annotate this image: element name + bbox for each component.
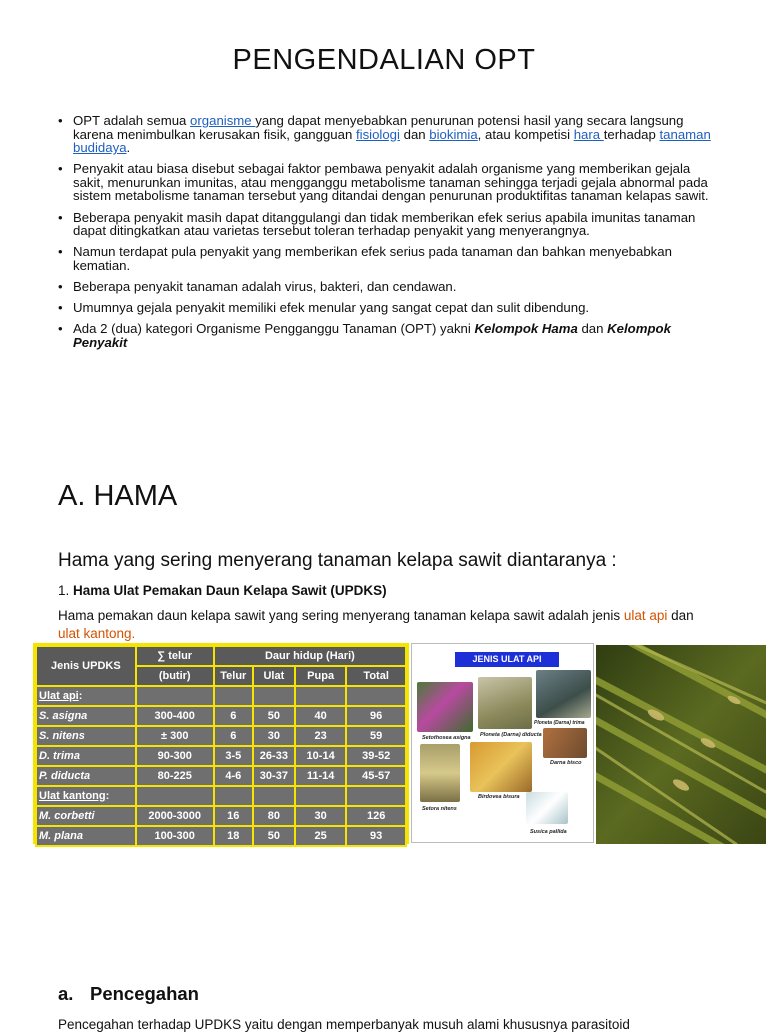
bullet-text: terhadap: [603, 126, 660, 142]
header-jenis-updks: Jenis UPDKS: [36, 646, 136, 686]
subsection-label: a.: [58, 983, 74, 1004]
table-cell: 30: [253, 726, 295, 746]
table-cell: 59: [346, 726, 406, 746]
table-row: [36, 826, 406, 846]
table-row: [36, 726, 406, 746]
caption-darna-bisco: Darna bisco: [550, 760, 582, 766]
caption-susica-pallida: Susica pallida: [530, 829, 567, 835]
table-cell: 10-14: [295, 746, 346, 766]
table-cell: 23: [295, 726, 346, 746]
link-organisme[interactable]: organisme: [190, 113, 256, 128]
species-name: M. corbetti: [36, 806, 136, 826]
table-cell: 80: [253, 806, 295, 826]
figure-title: JENIS ULAT API: [455, 652, 559, 667]
table-cell: 6: [214, 706, 253, 726]
table-cell: [214, 786, 253, 806]
bullet-gejala-menular: • Umumnya gejala penyakit memiliki efek menular yang sangat cepat dan sulit dibendung.: [56, 301, 716, 315]
group-label-text: Ulat api: [39, 690, 79, 702]
table-group-row: [36, 786, 406, 806]
table-cell: [214, 686, 253, 706]
table-cell: [253, 786, 295, 806]
table-cell: [253, 686, 295, 706]
table-cell: 300-400: [136, 706, 214, 726]
group-label-text: Ulat kantong: [39, 790, 106, 802]
emphasis-kelompok-penyakit: Kelompok Penyakit: [73, 321, 671, 350]
link-hara[interactable]: hara: [573, 126, 604, 142]
table-cell: 39-52: [346, 746, 406, 766]
species-name: D. trima: [36, 746, 136, 766]
link-fisiologi[interactable]: fisiologi: [355, 126, 400, 142]
table-cell: 126: [346, 806, 406, 826]
table-cell: 6: [214, 726, 253, 746]
updks-table-frame: [33, 643, 409, 844]
table-group-row: [36, 686, 406, 706]
table-cell: 11-14: [295, 766, 346, 786]
caterpillar-photo: [536, 670, 591, 718]
bullet-kategori-opt: [56, 322, 716, 349]
table-cell: 45-57: [346, 766, 406, 786]
link-tanaman-budidaya[interactable]: tanaman budidaya: [73, 126, 711, 156]
para-text: dan: [667, 608, 694, 623]
caterpillar-photo: [417, 682, 473, 732]
table-cell: 18: [214, 826, 253, 846]
bullet-text: yang dapat menyebabkan penurunan potensi hasil yang secara langsung karena menimbulkan kerusakan fisik, gangguan: [73, 113, 684, 142]
table-cell: 2000-3000: [136, 806, 214, 826]
table-cell: ± 300: [136, 726, 214, 746]
section-subheading: Hama yang sering menyerang tanaman kelapa sawit diantaranya :: [58, 550, 617, 571]
subsection-title: Pencegahan: [90, 983, 199, 1004]
intro-bullet-list: [56, 114, 716, 357]
pencegahan-paragraph: Pencegahan terhadap UPDKS yaitu dengan memperbanyak musuh alami khususnya parasitoid: [58, 1017, 630, 1032]
table-cell: [346, 686, 406, 706]
section-heading-hama: A. HAMA: [58, 480, 178, 512]
bullet-text: dan: [577, 321, 608, 337]
header-telur: Telur: [214, 666, 253, 686]
header-ulat: Ulat: [253, 666, 295, 686]
table-cell: 30-37: [253, 766, 295, 786]
caption-setora-nitens: Setora nitens: [422, 806, 457, 812]
item-title-updks: [58, 583, 387, 598]
table-row: [36, 766, 406, 786]
bullet-penyakit-imunitas: • Beberapa penyakit masih dapat ditanggulangi dan tidak memberikan efek serius apabila imunitas tanaman dapat ditingkatkan atau varietas tersebut toleran terhadap penyakit yang menyerangnya.: [56, 211, 716, 238]
link-biokimia[interactable]: biokimia: [429, 126, 478, 142]
caterpillar-photo: [470, 742, 532, 792]
table-cell: 50: [253, 706, 295, 726]
item-number: 1.: [58, 583, 70, 598]
bullet-efek-serius: • Namun terdapat pula penyakit yang memberikan efek serius pada tanaman dan bahkan menyebabkan kematian.: [56, 245, 716, 272]
table-cell: [346, 786, 406, 806]
group-label-ulat-api: [36, 686, 136, 706]
table-cell: [136, 786, 214, 806]
species-name: P. diducta: [36, 766, 136, 786]
table-cell: 93: [346, 826, 406, 846]
table-cell: [136, 686, 214, 706]
emphasis-kelompok-hama: Kelompok Hama: [474, 321, 578, 337]
table-row: [36, 746, 406, 766]
table-cell: [295, 786, 346, 806]
caterpillar-photo: [478, 677, 532, 729]
updks-description: [58, 607, 708, 643]
page-title: PENGENDALIAN OPT: [232, 44, 536, 76]
caption-ploneta-trima: Ploneta (Darna) trima: [534, 720, 585, 726]
bullet-opt-definition: [56, 114, 716, 155]
updks-table: [35, 645, 407, 847]
group-label-suffix: :: [78, 690, 83, 702]
highlight-ulat-kantong: ulat kantong.: [58, 626, 136, 641]
caterpillar-photo: [543, 728, 587, 758]
table-row: [36, 706, 406, 726]
table-cell: 3-5: [214, 746, 253, 766]
species-name: M. plana: [36, 826, 136, 846]
table-cell: 4-6: [214, 766, 253, 786]
table-cell: 100-300: [136, 826, 214, 846]
table-cell: 25: [295, 826, 346, 846]
item-title-text: Hama Ulat Pemakan Daun Kelapa Sawit (UPDKS): [73, 583, 387, 598]
bullet-text: , atau kompetisi: [477, 126, 574, 142]
header-total: Total: [346, 666, 406, 686]
caterpillar-photo: [526, 792, 568, 824]
caption-ploneta-diducta: Ploneta (Darna) diducta: [480, 732, 542, 738]
leaf-photo-illustration: [596, 645, 766, 844]
table-cell: 50: [253, 826, 295, 846]
species-name: S. asigna: [36, 706, 136, 726]
subsection-pencegahan: [58, 983, 199, 1005]
header-daur-hidup: Daur hidup (Hari): [214, 646, 406, 666]
group-label-suffix: :: [105, 790, 110, 802]
table-header-row: [36, 646, 406, 666]
caption-setothosea-asigna: Setothosea asigna: [422, 735, 471, 741]
bullet-jenis-penyakit: • Beberapa penyakit tanaman adalah virus, bakteri, dan cendawan.: [56, 280, 716, 294]
bullet-text: dan: [399, 126, 430, 142]
caterpillar-species-figure: [411, 643, 594, 843]
header-pupa: Pupa: [295, 666, 346, 686]
oil-palm-leaf-photo: [596, 645, 766, 844]
header-sum-telur: ∑ telur: [136, 646, 214, 666]
group-label-ulat-kantong: [36, 786, 136, 806]
caterpillar-photo: [420, 744, 460, 802]
table-row: [36, 806, 406, 826]
bullet-text: .: [126, 140, 131, 156]
highlight-ulat-api: ulat api: [623, 608, 668, 623]
table-cell: 90-300: [136, 746, 214, 766]
caption-birdovea-bisura: Birdovea bisura: [478, 794, 520, 800]
table-cell: 30: [295, 806, 346, 826]
table-cell: 96: [346, 706, 406, 726]
table-cell: [295, 686, 346, 706]
table-cell: 80-225: [136, 766, 214, 786]
table-cell: 26-33: [253, 746, 295, 766]
table-cell: 16: [214, 806, 253, 826]
species-name: S. nitens: [36, 726, 136, 746]
bullet-penyakit-definition: • Penyakit atau biasa disebut sebagai faktor pembawa penyakit adalah organisme yang memberikan gejala sakit, menurunkan imunitas, atau mengganggu metabolisme tanaman sehingga terjadi gejala abnormal pada sistem metabolisme tanaman tersebut yang ditandai dengan penurunan produktifitas tanaman kelapas sawit.: [56, 162, 716, 203]
bullet-text: OPT adalah semua: [73, 113, 191, 128]
header-butir: (butir): [136, 666, 214, 686]
table-cell: 40: [295, 706, 346, 726]
bullet-text: Ada 2 (dua) kategori Organisme Pengganggu Tanaman (OPT) yakni: [73, 321, 475, 337]
para-text: Hama pemakan daun kelapa sawit yang sering menyerang tanaman kelapa sawit adalah jenis: [58, 608, 624, 623]
